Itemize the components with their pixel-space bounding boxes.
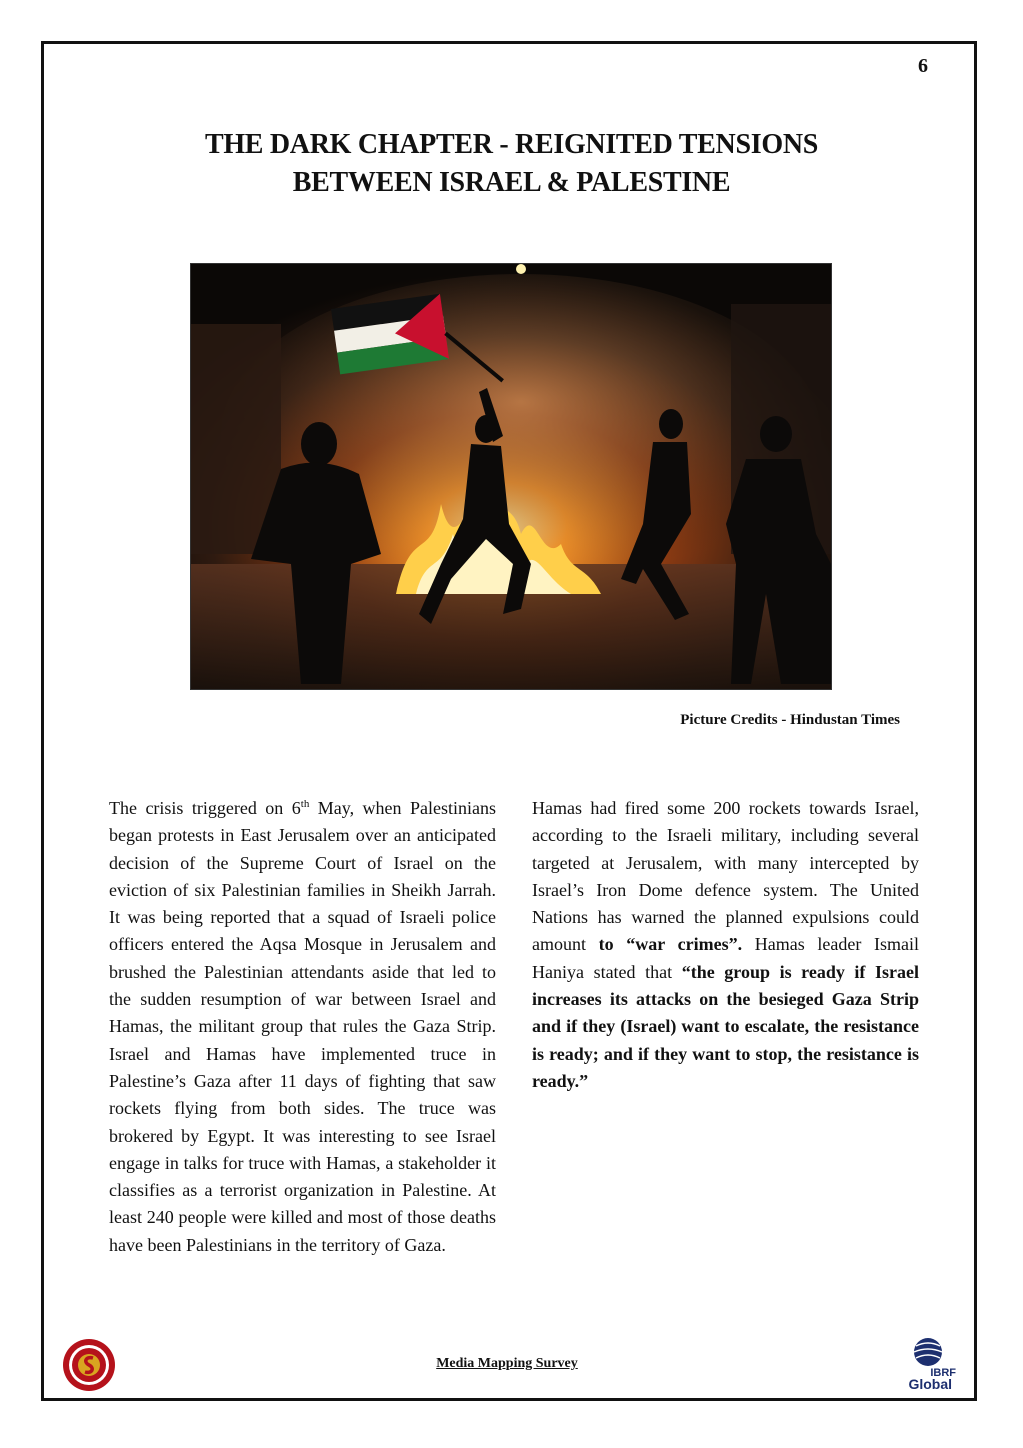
logo-line-1: IBRF: [930, 1367, 956, 1379]
news-photo: [190, 263, 832, 690]
footer-label: Media Mapping Survey: [436, 1356, 578, 1371]
left-column: [109, 795, 496, 1259]
logo-line-2: Global: [908, 1376, 952, 1392]
right-para-start: Hamas had fired some 200 rockets towards Israel, according to the Israeli military, including several targeted at Jerusalem, with many intercepted by Israel’s Iron Dome defence system. The United Nations has warned the planned expulsions could amount: [532, 798, 919, 955]
photo-credit: Picture Credits - Hindustan Times: [680, 712, 900, 728]
right-paragraph: [532, 795, 919, 1095]
left-para-rest: May, when Palestinians began protests in East Jerusalem over an anticipated decision of the Supreme Court of Israel on the eviction of six Palestinian families in Sheikh Jarrah. It was being reported that a squad of Israeli police officers entered the Aqsa Mosque in Jerusalem and brushed the Palestinian attendants aside that led to the sudden resumption of war between Israel and Hamas, the militant group that rules the Gaza Strip. Israel and Hamas have implemented truce in Palestine’s Gaza after 11 days of fighting that saw rockets flying from both sides. The truce was brokered by Egypt. It was interesting to see Israel engage in talks for truce with Hamas, a stakeholder it classifies as a terrorist organization in Palestine. At least 240 people were killed and most of those deaths have been Palestinians in the territory of Gaza.: [109, 798, 496, 1255]
page-title: [100, 126, 923, 202]
ibrf-global-logo: [898, 1336, 958, 1394]
left-para-start: The crisis triggered on 6: [109, 798, 301, 818]
haniya-quote: “the group is ready if Israel increases its attacks on the besieged Gaza Strip and if they (Israel) want to escalate, the resistance is ready; and if they want to stop, the resistance is ready.”: [532, 961, 919, 1091]
page-number: 6: [918, 55, 928, 77]
left-paragraph: [109, 795, 496, 1259]
title-line-2: BETWEEN ISRAEL & PALESTINE: [292, 167, 731, 198]
right-column: [532, 795, 919, 1095]
protest-fire-image: [191, 264, 831, 689]
ordinal-superscript: th: [300, 798, 310, 810]
war-crimes-emphasis: to “war crimes”.: [598, 934, 743, 955]
title-line-1: THE DARK CHAPTER - REIGNITED TENSIONS: [204, 129, 819, 160]
iccpl-logo: [62, 1338, 116, 1392]
right-para-middle: Hamas leader Ismail Haniya stated that: [532, 934, 919, 982]
